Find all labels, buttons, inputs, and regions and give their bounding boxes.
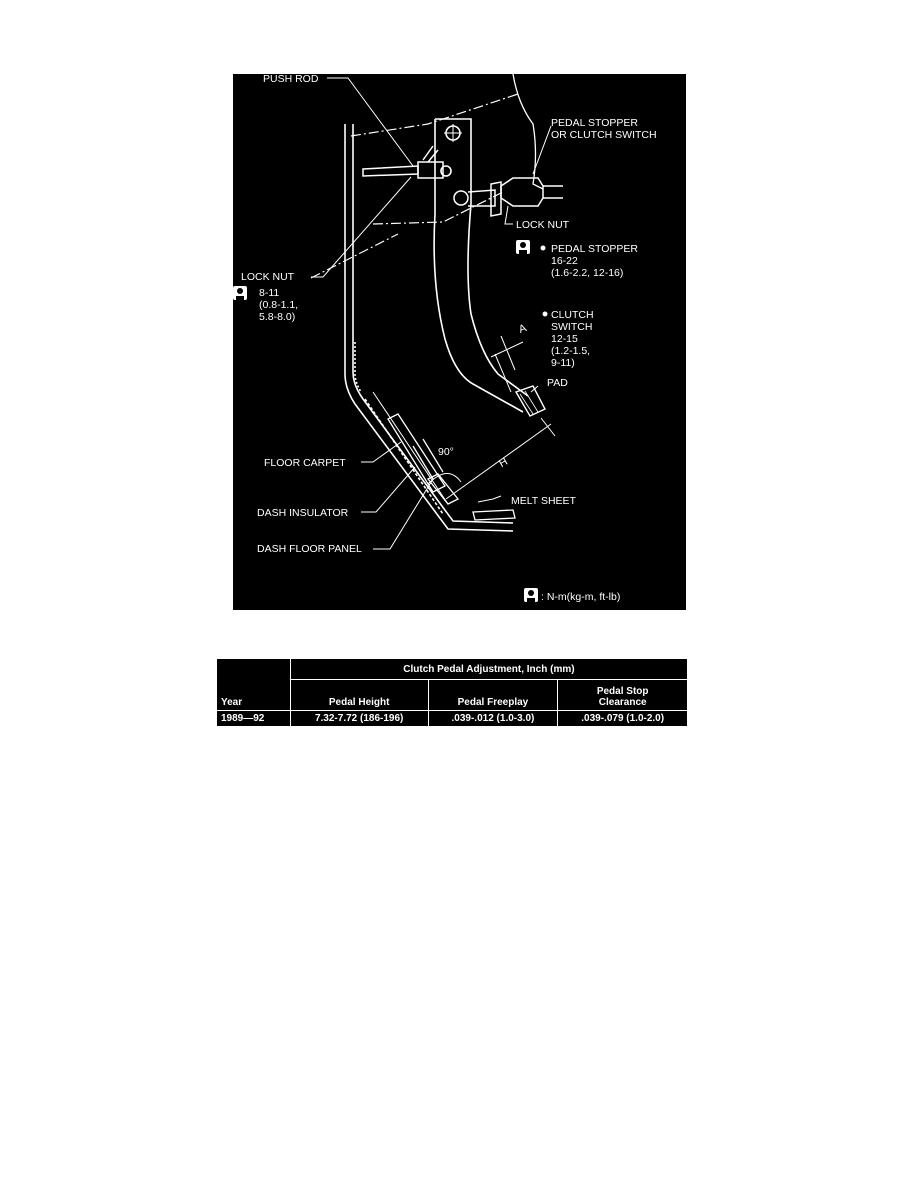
clutch-pedal-diagram [233, 74, 686, 610]
label-pad: PAD [547, 377, 568, 389]
label-pedal-stopper-2: OR CLUTCH SWITCH [551, 129, 657, 141]
label-stopper-spec-1: PEDAL STOPPER [551, 243, 638, 255]
clutch-pedal-adjustment-table [217, 659, 687, 726]
label-dimension-h: H [497, 455, 510, 471]
label-switch-spec-4: (1.2-1.5, [551, 345, 591, 357]
label-lock-nut-left: LOCK NUT [241, 271, 295, 283]
label-switch-spec-1: CLUTCH [551, 309, 594, 321]
label-stopper-spec-3: (1.6-2.2, 12-16) [551, 267, 624, 279]
label-torque-left-3: 5.8-8.0) [259, 311, 296, 323]
label-dimension-a: A [517, 322, 529, 337]
label-melt-sheet: MELT SHEET [511, 495, 576, 507]
row-stop-clearance: .039-.079 (1.0-2.0) [558, 711, 687, 727]
col-stop-clearance [558, 680, 687, 711]
label-torque-left-2: (0.8-1.1, [259, 299, 299, 311]
label-angle: 90° [438, 446, 454, 458]
label-legend: : N-m(kg-m, ft-lb) [541, 591, 621, 603]
label-stopper-spec-2: 16-22 [551, 255, 578, 267]
col-stop-clearance-line2: Clearance [598, 697, 647, 708]
table-group-header: Clutch Pedal Adjustment, Inch (mm) [290, 659, 687, 680]
label-switch-spec-5: 9-11) [551, 357, 575, 369]
label-floor-carpet: FLOOR CARPET [264, 457, 346, 469]
year-header: Year [221, 697, 243, 708]
label-dash-insulator: DASH INSULATOR [257, 507, 349, 519]
label-switch-spec-3: 12-15 [551, 333, 578, 345]
label-dash-floor-panel: DASH FLOOR PANEL [257, 543, 362, 555]
col-pedal-height: Pedal Height [290, 680, 428, 711]
label-torque-left-1: 8-11 [259, 287, 280, 299]
row-pedal-freeplay: .039-.012 (1.0-3.0) [428, 711, 558, 727]
label-pedal-stopper-1: PEDAL STOPPER [551, 117, 638, 129]
label-push-rod: PUSH ROD [263, 74, 319, 85]
table-row [217, 711, 687, 727]
row-year: 1989—92 [217, 711, 290, 727]
col-pedal-freeplay: Pedal Freeplay [428, 680, 558, 711]
label-switch-spec-2: SWITCH [551, 321, 593, 333]
label-lock-nut-right: LOCK NUT [516, 219, 570, 231]
col-stop-clearance-line1: Pedal Stop [596, 686, 649, 697]
row-pedal-height: 7.32-7.72 (186-196) [290, 711, 428, 727]
